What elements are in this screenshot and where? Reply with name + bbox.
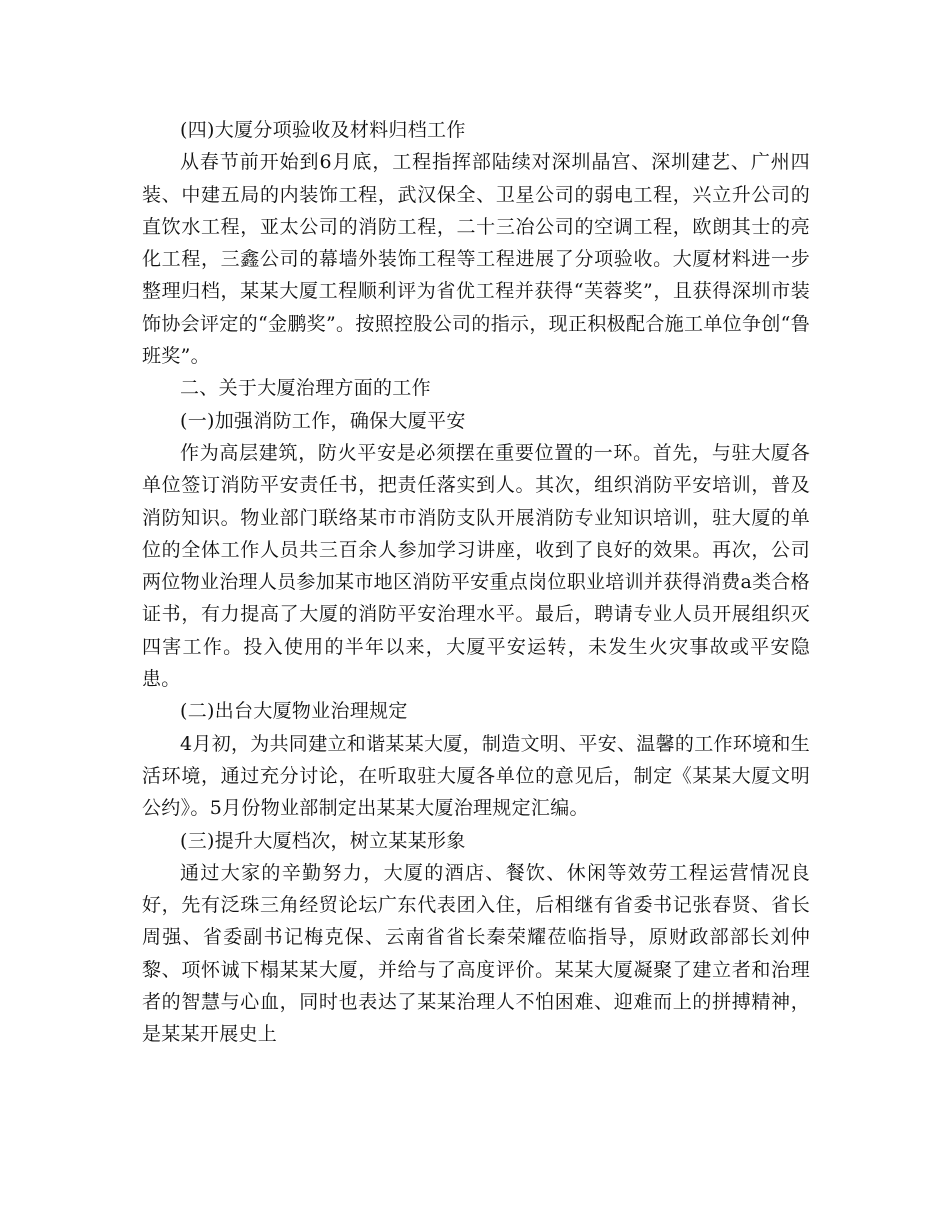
paragraph-acceptance-details: 从春节前开始到6月底，工程指挥部陆续对深圳晶宫、深圳建艺、广州四装、中建五局的内装饰工程，武汉保全、卫星公司的弱电工程，兴立升公司的直饮水工程，亚太公司的消防工程，二十三冶公司的空调工程，欧朗其士的亮化工程，三鑫公司的幕墙外装饰工程等工程进展了分项验收。大厦材料进一步整理归档，某某大厦工程顺利评为省优工程并获得“芙蓉奖”，且获得深圳市装饰协会评定的“金鹏奖”。按照控股公司的指示，现正积极配合施工单位争创“鲁班奖”。 (142, 151, 810, 368)
document-body (142, 114, 810, 1051)
subheading-property-rules: (二)出台大厦物业治理规定 (180, 700, 408, 723)
paragraph-property-rules: 4月初，为共同建立和谐某某大厦，制造文明、平安、温馨的工作环境和生活环境，通过充分讨论，在听取驻大厦各单位的意见后，制定《某某大厦文明公约》。5月份物业部制定出某某大厦治理规定汇编。 (142, 732, 810, 820)
section-heading-management: 二、关于大厦治理方面的工作 (180, 377, 431, 400)
subheading-building-image: (三)提升大厦档次，树立某某形象 (180, 829, 466, 852)
subheading-fire-safety: (一)加强消防工作，确保大厦平安 (180, 409, 466, 432)
subheading-acceptance-archiving: (四)大厦分项验收及材料归档工作 (180, 119, 466, 141)
paragraph-fire-safety: 作为高层建筑，防火平安是必须摆在重要位置的一环。首先，与驻大厦各单位签订消防平安责任书，把责任落实到人。其次，组织消防平安培训，普及消防知识。物业部门联络某市市消防支队开展消防专业知识培训，驻大厦的单位的全体工作人员共三百余人参加学习讲座，收到了良好的效果。再次，公司两位物业治理人员参加某市地区消防平安重点岗位职业培训并获得消费a类合格证书，有力提高了大厦的消防平安治理水平。最后，聘请专业人员开展组织灭四害工作。投入使用的半年以来，大厦平安运转，未发生火灾事故或平安隐患。 (142, 441, 810, 691)
paragraph-building-image: 通过大家的辛勤努力，大厦的酒店、餐饮、休闲等效劳工程运营情况良好，先有泛珠三角经贸论坛广东代表团入住，后相继有省委书记张春贤、省长周强、省委副书记梅克保、云南省省长秦荣耀莅临指导，原财政部部长刘仲黎、项怀诚下榻某某大厦，并给与了高度评价。某某大厦凝聚了建立者和治理者的智慧与心血，同时也表达了某某治理人不怕困难、迎难而上的拼搏精神，是某某开展史上 (142, 861, 810, 1046)
